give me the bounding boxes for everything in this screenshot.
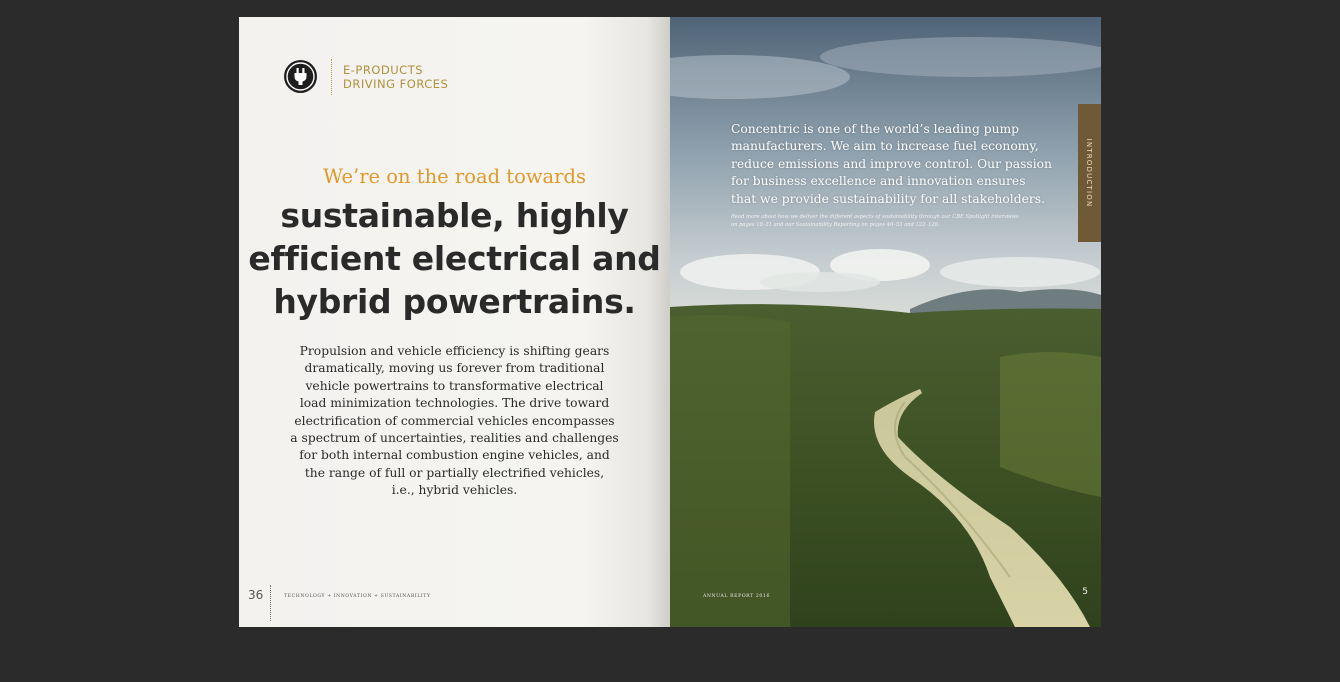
body-line: the range of full or partially electrified vehicles, [304,465,605,480]
intro-statement [731,121,1051,208]
magazine-spread [239,17,1101,627]
intro-line: Concentric is one of the world’s leading pump [731,122,1020,136]
headline-line: efficient electrical and [248,239,661,278]
section-label-primary: E-PRODUCTS [343,63,424,77]
body-paragraph [239,343,670,500]
landscape-photo [670,17,1101,627]
intro-line: manufacturers. We aim to increase fuel economy, [731,139,1039,154]
intro-note-line: on pages 18–31 and our Sustainability Reporting on pages 46–53 and 122–126. [731,222,940,228]
body-line: dramatically, moving us forever from traditional [304,361,605,376]
body-line: i.e., hybrid vehicles. [391,483,518,498]
right-page [670,17,1101,627]
body-line: a spectrum of uncertainties, realities and challenges [290,431,619,446]
body-line: load minimization technologies. The drive toward [299,396,610,411]
intro-note [731,213,1051,229]
footer-label-right: ANNUAL REPORT 2016 [703,594,770,599]
body-line: electrification of commercial vehicles encompasses [294,413,615,428]
footer-label-left: TECHNOLOGY + INNOVATION + SUSTAINABILITY [284,594,431,599]
section-tab [1078,104,1101,242]
header-divider [331,59,332,95]
lead-line: We’re on the road towards [323,165,586,188]
body-line: for both internal combustion engine vehicles, and [299,448,610,463]
intro-note-line: Read more about how we deliver the different aspects of sustainability through our CBE Spotlight interviews [731,214,1019,220]
page-number-left: 36 [248,588,264,602]
headline [239,194,670,323]
body-line: vehicle powertrains to transformative electrical [305,378,604,393]
intro-line: that we provide sustainability for all stakeholders. [731,191,1045,206]
page-number-right: 5 [1082,587,1088,597]
footer-divider [270,585,271,621]
intro-line: reduce emissions and improve control. Our passion [731,156,1052,171]
section-tab-label: INTRODUCTION [1085,138,1093,208]
headline-line: hybrid powertrains. [273,282,636,321]
intro-line: for business excellence and innovation ensures [731,174,1026,189]
left-page [239,17,670,627]
section-header [343,63,448,91]
plug-icon [284,60,317,93]
section-label-secondary: DRIVING FORCES [343,77,449,91]
headline-line: sustainable, highly [280,196,629,235]
body-line: Propulsion and vehicle efficiency is shifting gears [299,344,610,358]
